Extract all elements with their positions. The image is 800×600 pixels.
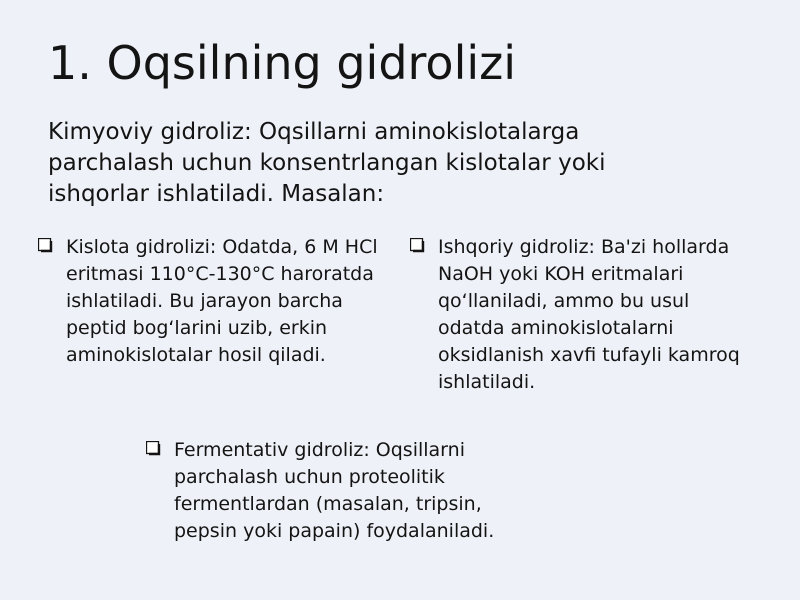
bullet-text: Fermentativ gidroliz: Oqsillarni parchalash uchun proteolitik fermentlardan (masalan, tripsin, pepsin yoki papain) foydalaniladi. — [174, 439, 495, 542]
intro-paragraph: Kimyoviy gidroliz: Oqsillarni aminokislotalarga parchalash uchun konsentrlangan kislotalar yoki ishqorlar ishlatiladi. Masalan: — [48, 119, 606, 207]
checkbox-square-icon — [410, 238, 426, 254]
bullet-text: Kislota gidrolizi: Odatda, 6 M HCl eritmasi 110°C-130°C haroratda ishlatiladi. Bu jarayon barcha peptid bogʻlarini uzib, erkin aminokislotalar hosil qiladi. — [66, 236, 378, 366]
bullet-enzymatic-hydrolysis — [146, 437, 536, 545]
bullet-acid-hydrolysis — [38, 234, 383, 369]
checkbox-square-icon — [38, 238, 54, 254]
slide-title: 1. Oqsilning gidrolizi — [48, 36, 517, 90]
bullet-alkaline-hydrolysis — [410, 234, 755, 396]
bullet-text: Ishqoriy gidroliz: Ba'zi hollarda NaOH yoki KOH eritmalari qoʻllaniladi, ammo bu usul odatda aminokislotalarni oksidlanish xavfi tufayli kamroq ishlatiladi. — [438, 236, 740, 393]
checkbox-square-icon — [146, 441, 162, 457]
